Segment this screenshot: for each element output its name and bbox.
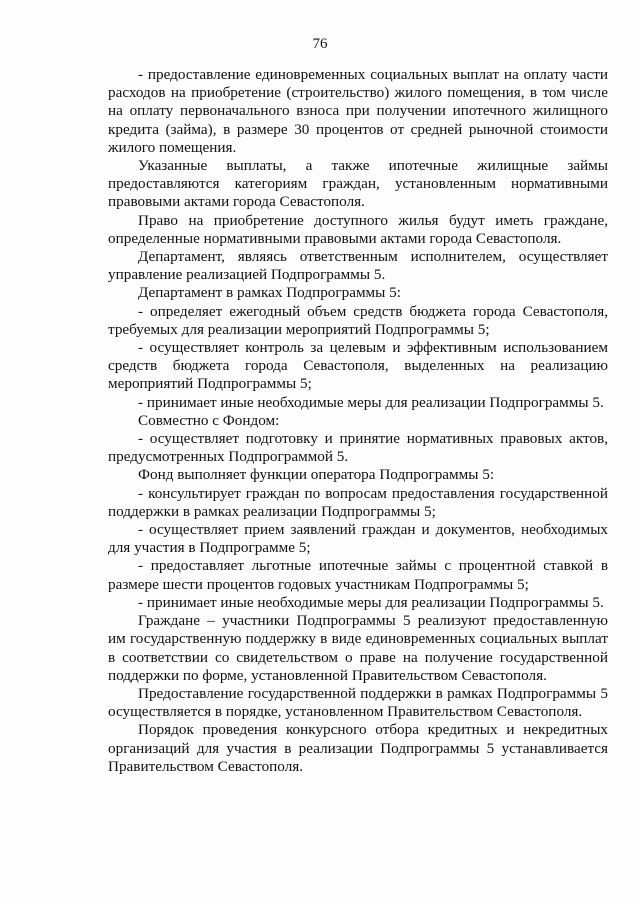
paragraph: Указанные выплаты, а также ипотечные жилищные займы предоставляются категориям граждан, установленным нормативными правовыми актами города Севастополя. bbox=[108, 157, 608, 211]
paragraph: Фонд выполняет функции оператора Подпрограммы 5: bbox=[138, 466, 495, 484]
paragraph: Право на приобретение доступного жилья будут иметь граждане, определенные нормативными правовыми актами города Севастополя. bbox=[108, 211, 608, 247]
list-item: - осуществляет контроль за целевым и эффективным использованием средств бюджета города Севастополя, выделенных на реализацию мероприятий Подпрограммы 5; bbox=[108, 339, 608, 393]
paragraph: Граждане – участники Подпрограммы 5 реализуют предоставленную им государственную поддержку в виде единовременных социальных выплат в соответствии со свидетельством о праве на получение государственной поддержки по форме, установленной Правительством Севастополя. bbox=[108, 612, 608, 684]
list-item: - принимает иные необходимые меры для реализации Подпрограммы 5. bbox=[138, 393, 604, 411]
list-item: - осуществляет подготовку и принятие нормативных правовых актов, предусмотренных Подпрограммой 5. bbox=[108, 430, 608, 466]
list-item: - консультирует граждан по вопросам предоставления государственной поддержки в рамках реализации Подпрограммы 5; bbox=[108, 484, 608, 520]
document-body bbox=[108, 66, 608, 776]
paragraph: Департамент в рамках Подпрограммы 5: bbox=[138, 284, 401, 302]
paragraph: Предоставление государственной поддержки в рамках Подпрограммы 5 осуществляется в порядке, установленном Правительством Севастополя. bbox=[108, 684, 608, 721]
list-item: - определяет ежегодный объем средств бюджета города Севастополя, требуемых для реализации мероприятий Подпрограммы 5; bbox=[108, 302, 608, 338]
paragraph: Департамент, являясь ответственным исполнителем, осуществляет управление реализацией Подпрограммы 5. bbox=[108, 248, 608, 284]
list-item: - осуществляет прием заявлений граждан и документов, необходимых для участия в Подпрограмме 5; bbox=[108, 521, 608, 557]
list-item: - принимает иные необходимые меры для реализации Подпрограммы 5. bbox=[138, 593, 604, 611]
list-item: - предоставляет льготные ипотечные займы с процентной ставкой в размере шести процентов годовых участникам Подпрограммы 5; bbox=[108, 557, 608, 593]
paragraph: Порядок проведения конкурсного отбора кредитных и некредитных организаций для участия в реализации Подпрограммы 5 устанавливается Правительством Севастополя. bbox=[108, 721, 608, 775]
paragraph: - предоставление единовременных социальных выплат на оплату части расходов на приобретение (строительство) жилого помещения, в том числе на оплату первоначального взноса при получении ипотечного жилищного кредита (займа), в размере 30 процентов от средней рыночной стоимости жилого помещения. bbox=[108, 66, 608, 156]
paragraph: Совместно с Фондом: bbox=[138, 411, 280, 429]
page-number: 76 bbox=[312, 36, 328, 52]
